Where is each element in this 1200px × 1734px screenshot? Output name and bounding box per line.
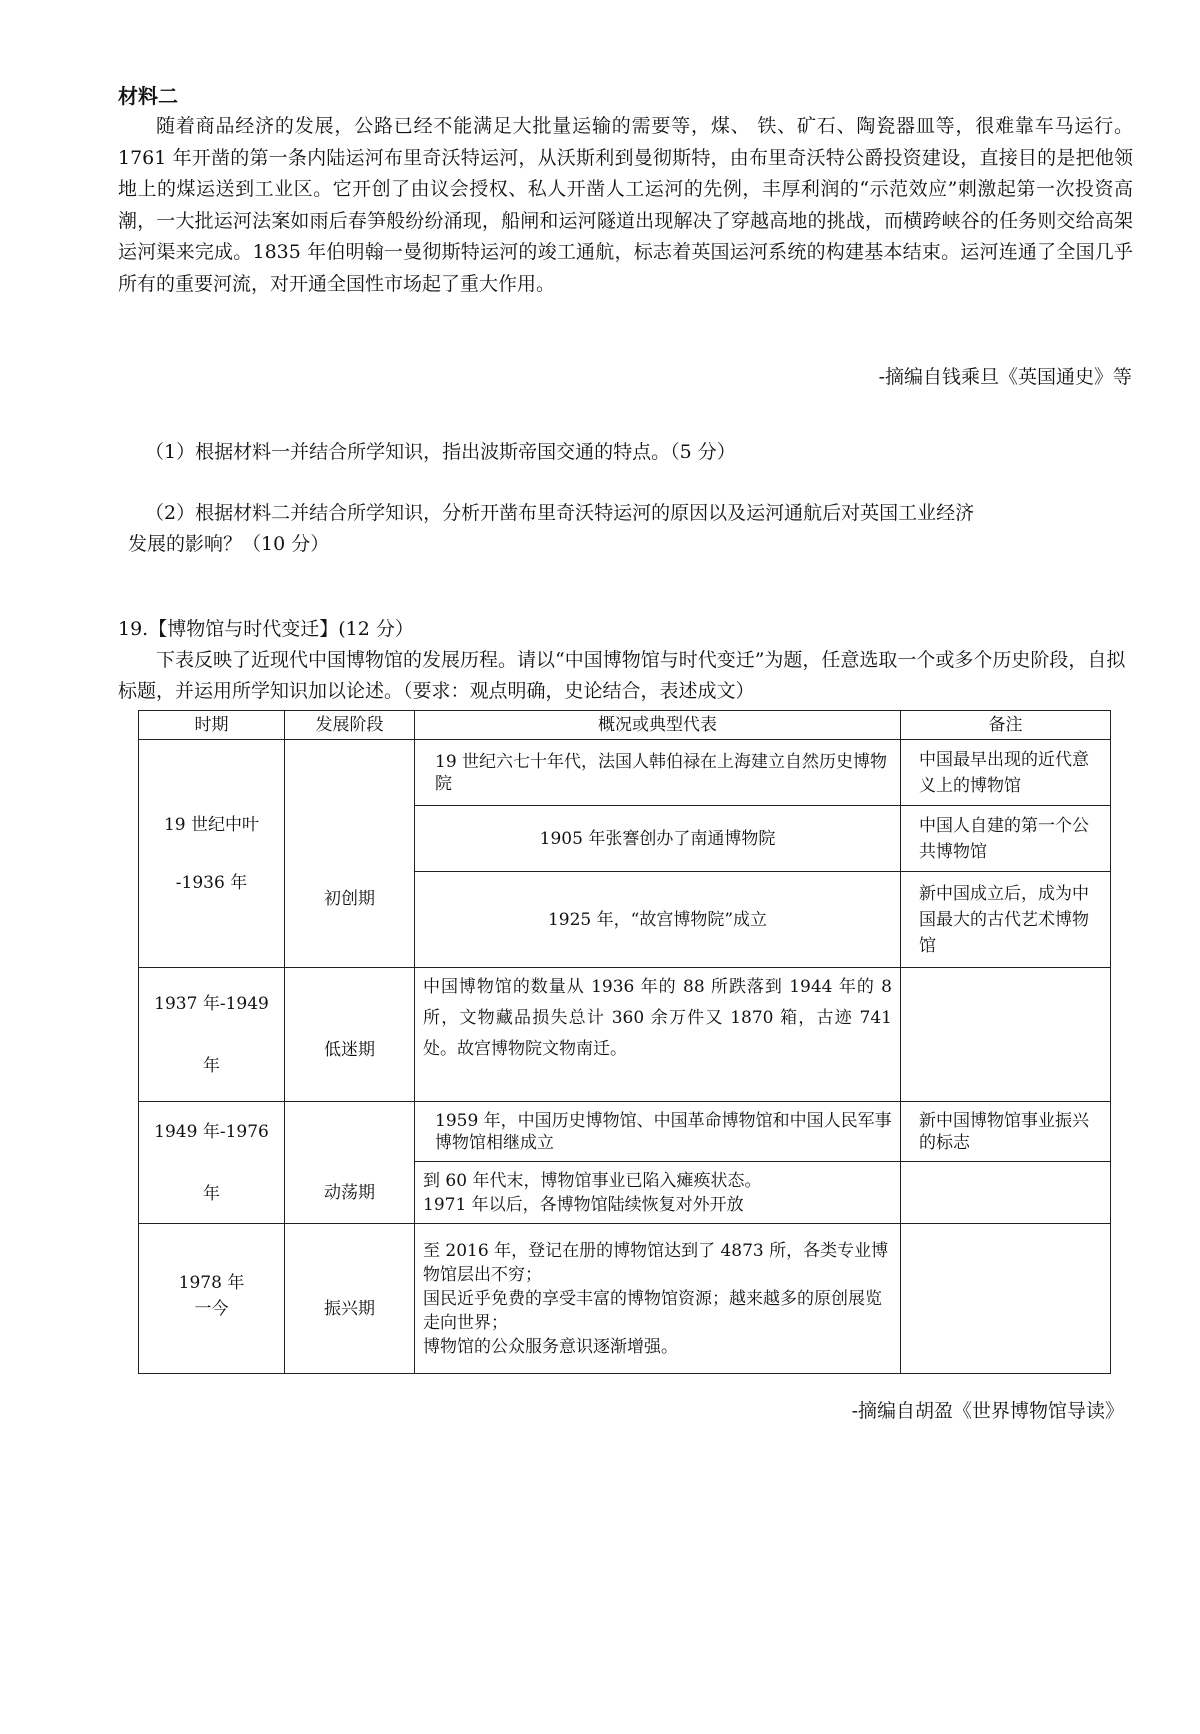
- note-cell: 新中国博物馆事业振兴的标志: [901, 1102, 1111, 1162]
- question-1: （1）根据材料一并结合所学知识，指出波斯帝国交通的特点。（5 分）: [145, 441, 736, 463]
- period-line2: -1936 年: [175, 872, 248, 893]
- overview-cell: 1905 年张謇创办了南通博物院: [415, 806, 901, 872]
- header-period: 时期: [139, 711, 285, 740]
- overview-cell: [415, 1224, 901, 1374]
- period-line1: 1937 年-1949: [154, 993, 269, 1014]
- header-note: 备注: [901, 711, 1111, 740]
- period-line2: 年: [203, 1055, 220, 1076]
- question-2: [128, 498, 1130, 560]
- material2-heading: 材料二: [118, 84, 178, 108]
- question-2-line1: （2）根据材料二并结合所学知识，分析开凿布里奇沃特运河的原因以及运河通航后对英国工业经济: [145, 502, 975, 524]
- period-line2: 一今: [194, 1299, 229, 1319]
- overview-line: 博物馆的公众服务意识逐渐增强。: [423, 1336, 678, 1357]
- question-19-intro-block: [118, 645, 1133, 707]
- question-19-title: 19.【博物馆与时代变迁】(12 分）: [118, 618, 414, 640]
- header-overview: 概况或典型代表: [415, 711, 901, 740]
- overview-line: 1971 年以后，各博物馆陆续恢复对外开放: [423, 1194, 744, 1215]
- material2-source: -摘编自钱乘旦《英国通史》等: [878, 366, 1132, 388]
- material2-paragraph-block: [118, 111, 1133, 300]
- period-cell: [139, 740, 285, 968]
- stage-label: 动荡期: [324, 1182, 375, 1203]
- overview-line: 到 60 年代末，博物馆事业已陷入瘫痪状态。: [423, 1170, 762, 1191]
- stage-cell: [285, 740, 415, 968]
- overview-cell: [415, 1162, 901, 1224]
- stage-label: 低迷期: [324, 1039, 375, 1060]
- overview-cell: 中国博物馆的数量从 1936 年的 88 所跌落到 1944 年的 8 所，文物藏品损失总计 360 余万件又 1870 箱，古迹 741 处。故宫博物院文物南迁。: [415, 968, 901, 1102]
- period-line1: 1978 年: [178, 1273, 245, 1293]
- period-line1: 19 世纪中叶: [163, 814, 260, 835]
- period-line2: 年: [203, 1183, 220, 1204]
- table-row: [139, 740, 1111, 806]
- table-header-row: [139, 711, 1111, 740]
- period-cell: [139, 1224, 285, 1374]
- question-19-intro: 下表反映了近现代中国博物馆的发展历程。请以“中国博物馆与时代变迁”为题，任意选取一个或多个历史阶段，自拟标题，并运用所学知识加以论述。（要求：观点明确，史论结合，表述成文）: [118, 649, 1126, 702]
- table-row: [139, 968, 1111, 1102]
- note-cell: [901, 1224, 1111, 1374]
- note-cell: 新中国成立后，成为中国最大的古代艺术博物馆: [901, 872, 1111, 968]
- stage-label: 振兴期: [324, 1298, 375, 1319]
- overview-cell: 1959 年，中国历史博物馆、中国革命博物馆和中国人民军事博物馆相继成立: [415, 1102, 901, 1162]
- header-stage: 发展阶段: [285, 711, 415, 740]
- note-cell: [901, 968, 1111, 1102]
- stage-label: 初创期: [324, 888, 375, 909]
- material2-paragraph: 随着商品经济的发展，公路已经不能满足大批量运输的需要等，煤、 铁、矿石、陶瓷器皿等，很难靠车马运行。1761 年开凿的第一条内陆运河布里奇沃特运河，从沃斯利到曼彻斯特，由布里奇沃特公爵投资建设，直接目的是把他领地上的煤运送到工业区。它开创了由议会授权、私人开凿人工运河的先例，丰厚利润的“示范效应”刺激起第一次投资高潮，一大批运河法案如雨后春笋般纷纷涌现，船闸和运河隧道出现解决了穿越高地的挑战，而横跨峡谷的任务则交给高架运河渠来完成。1835 年伯明翰一曼彻斯特运河的竣工通航，标志着英国运河系统的构建基本结束。运河连通了全国几乎所有的重要河流，对开通全国性市场起了重大作用。: [118, 115, 1133, 295]
- question-2-line2: 发展的影响？（10 分）: [128, 533, 330, 555]
- period-line1: 1949 年-1976: [154, 1121, 269, 1142]
- table-source: -摘编自胡盈《世界博物馆导读》: [851, 1400, 1124, 1422]
- table-row: [139, 1224, 1111, 1374]
- overview-cell: 1925 年，“故宫博物院”成立: [415, 872, 901, 968]
- note-cell: [901, 1162, 1111, 1224]
- overview-line: 至 2016 年，登记在册的博物馆达到了 4873 所，各类专业博物馆层出不穷；: [423, 1240, 889, 1285]
- period-cell: [139, 1102, 285, 1224]
- note-cell: 中国人自建的第一个公共博物馆: [901, 806, 1111, 872]
- stage-cell: [285, 1102, 415, 1224]
- note-cell: 中国最早出现的近代意义上的博物馆: [901, 740, 1111, 806]
- period-cell: [139, 968, 285, 1102]
- stage-cell: [285, 1224, 415, 1374]
- overview-line: 国民近乎免费的享受丰富的博物馆资源；越来越多的原创展览走向世界；: [423, 1288, 882, 1333]
- stage-cell: [285, 968, 415, 1102]
- overview-cell: 19 世纪六七十年代，法国人韩伯禄在上海建立自然历史博物院: [415, 740, 901, 806]
- museum-history-table: [138, 710, 1111, 1374]
- table-row: [139, 1102, 1111, 1162]
